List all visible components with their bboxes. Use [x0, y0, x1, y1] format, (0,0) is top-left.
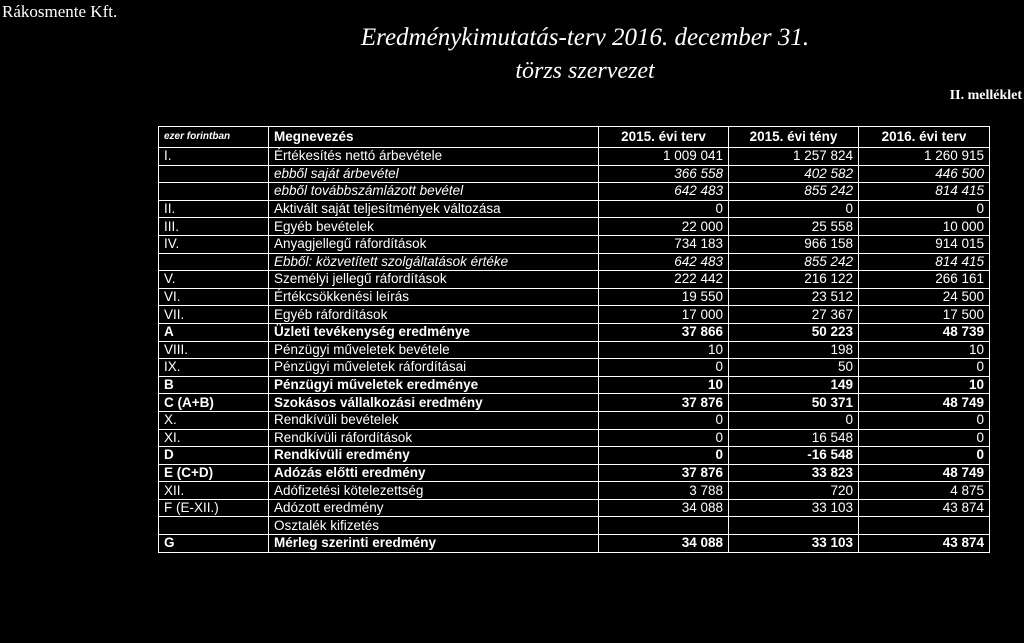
table-row: [159, 253, 990, 271]
plan-2016-cell: 0: [859, 447, 990, 465]
plan-2015-cell: 222 442: [599, 271, 729, 289]
actual-2015-cell: 33 103: [729, 499, 859, 517]
actual-2015-cell: [729, 517, 859, 535]
plan-2016-cell: 814 415: [859, 253, 990, 271]
plan-2016-cell: 4 875: [859, 482, 990, 500]
row-name-cell: Osztalék kifizetés: [269, 517, 599, 535]
row-code-cell: [159, 517, 269, 535]
plan-2015-cell: 0: [599, 411, 729, 429]
table-row: [159, 148, 990, 166]
actual-2015-cell: 50 223: [729, 323, 859, 341]
actual-2015-cell: 855 242: [729, 183, 859, 201]
row-name-cell: Pénzügyi műveletek ráfordításai: [269, 359, 599, 377]
plan-2016-cell: 814 415: [859, 183, 990, 201]
plan-2016-cell: 1 260 915: [859, 148, 990, 166]
plan-2015-cell: 17 000: [599, 306, 729, 324]
row-name-cell: ebből továbbszámlázott bevétel: [269, 183, 599, 201]
row-code-cell: VII.: [159, 306, 269, 324]
row-code-cell: F (E-XII.): [159, 499, 269, 517]
plan-2016-cell: 0: [859, 200, 990, 218]
plan-2015-cell: [599, 517, 729, 535]
table-row: [159, 306, 990, 324]
row-name-cell: Rendkívüli ráfordítások: [269, 429, 599, 447]
plan-2015-cell: 34 088: [599, 499, 729, 517]
plan-2015-cell: 642 483: [599, 183, 729, 201]
actual-2015-cell: 1 257 824: [729, 148, 859, 166]
actual-2015-cell: 198: [729, 341, 859, 359]
plan-2015-cell: 10: [599, 376, 729, 394]
table-row: [159, 200, 990, 218]
row-code-cell: X.: [159, 411, 269, 429]
plan-2015-cell: 19 550: [599, 288, 729, 306]
plan-2015-cell: 0: [599, 359, 729, 377]
table-row: [159, 429, 990, 447]
row-name-cell: Egyéb bevételek: [269, 218, 599, 236]
row-code-cell: V.: [159, 271, 269, 289]
row-name-cell: Szokásos vállalkozási eredmény: [269, 394, 599, 412]
row-name-cell: Adózás előtti eredmény: [269, 464, 599, 482]
row-code-cell: A: [159, 323, 269, 341]
table-row: [159, 535, 990, 553]
table-row: [159, 464, 990, 482]
row-name-cell: Pénzügyi műveletek eredménye: [269, 376, 599, 394]
plan-2016-cell: 0: [859, 429, 990, 447]
document-title: Eredménykimutatás-terv 2016. december 31.: [360, 24, 810, 51]
actual-2015-cell: 149: [729, 376, 859, 394]
row-code-cell: XII.: [159, 482, 269, 500]
plan-2015-cell: 734 183: [599, 235, 729, 253]
table-body: [159, 148, 990, 553]
row-name-cell: ebből saját árbevétel: [269, 165, 599, 183]
plan-2016-cell: 0: [859, 411, 990, 429]
actual-2015-cell: 27 367: [729, 306, 859, 324]
row-code-cell: [159, 253, 269, 271]
row-code-cell: [159, 165, 269, 183]
document-subtitle: törzs szervezet: [515, 58, 655, 84]
plan-2016-cell: 24 500: [859, 288, 990, 306]
table-row: [159, 165, 990, 183]
row-code-cell: IV.: [159, 235, 269, 253]
plan-2015-header: 2015. évi terv: [599, 127, 729, 148]
row-name-cell: Anyagjellegű ráfordítások: [269, 235, 599, 253]
table-row: [159, 271, 990, 289]
plan-2015-cell: 10: [599, 341, 729, 359]
plan-2016-cell: 43 874: [859, 535, 990, 553]
table-row: [159, 359, 990, 377]
row-name-cell: Adózott eredmény: [269, 499, 599, 517]
actual-2015-cell: 402 582: [729, 165, 859, 183]
row-name-cell: Rendkívüli eredmény: [269, 447, 599, 465]
table-row: [159, 376, 990, 394]
unit-header: ezer forintban: [159, 127, 269, 148]
plan-2016-cell: 10 000: [859, 218, 990, 236]
actual-2015-cell: 50: [729, 359, 859, 377]
row-code-cell: [159, 183, 269, 201]
plan-2016-cell: 48 749: [859, 394, 990, 412]
actual-2015-cell: -16 548: [729, 447, 859, 465]
row-code-cell: VI.: [159, 288, 269, 306]
table-row: [159, 517, 990, 535]
actual-2015-cell: 216 122: [729, 271, 859, 289]
name-header: Megnevezés: [269, 127, 599, 148]
actual-2015-cell: 0: [729, 411, 859, 429]
row-name-cell: Aktivált saját teljesítmények változása: [269, 200, 599, 218]
table-row: [159, 341, 990, 359]
plan-2016-cell: 0: [859, 359, 990, 377]
row-code-cell: XI.: [159, 429, 269, 447]
actual-2015-cell: 25 558: [729, 218, 859, 236]
plan-2016-cell: 446 500: [859, 165, 990, 183]
plan-2015-cell: 34 088: [599, 535, 729, 553]
row-name-cell: Értékesítés nettó árbevétele: [269, 148, 599, 166]
table-row: [159, 482, 990, 500]
actual-2015-cell: 16 548: [729, 429, 859, 447]
plan-2016-cell: 48 739: [859, 323, 990, 341]
actual-2015-cell: 33 103: [729, 535, 859, 553]
plan-2015-cell: 3 788: [599, 482, 729, 500]
table-row: [159, 394, 990, 412]
table-row: [159, 183, 990, 201]
row-code-cell: G: [159, 535, 269, 553]
row-code-cell: B: [159, 376, 269, 394]
row-code-cell: III.: [159, 218, 269, 236]
row-code-cell: VIII.: [159, 341, 269, 359]
actual-2015-cell: 0: [729, 200, 859, 218]
actual-2015-cell: 23 512: [729, 288, 859, 306]
actual-2015-cell: 720: [729, 482, 859, 500]
company-name: Rákosmente Kft.: [2, 2, 118, 21]
actual-2015-header: 2015. évi tény: [729, 127, 859, 148]
row-code-cell: E (C+D): [159, 464, 269, 482]
actual-2015-cell: 966 158: [729, 235, 859, 253]
plan-2015-cell: 0: [599, 429, 729, 447]
row-name-cell: Ebből: közvetített szolgáltatások értéke: [269, 253, 599, 271]
plan-2015-cell: 642 483: [599, 253, 729, 271]
table-row: [159, 235, 990, 253]
plan-2015-cell: 1 009 041: [599, 148, 729, 166]
table-row: [159, 323, 990, 341]
row-name-cell: Egyéb ráfordítások: [269, 306, 599, 324]
row-code-cell: C (A+B): [159, 394, 269, 412]
row-code-cell: D: [159, 447, 269, 465]
table-row: [159, 288, 990, 306]
table-row: [159, 447, 990, 465]
actual-2015-cell: 855 242: [729, 253, 859, 271]
plan-2016-cell: 48 749: [859, 464, 990, 482]
actual-2015-cell: 50 371: [729, 394, 859, 412]
row-name-cell: Rendkívüli bevételek: [269, 411, 599, 429]
plan-2016-cell: 10: [859, 341, 990, 359]
plan-2015-cell: 37 866: [599, 323, 729, 341]
row-code-cell: II.: [159, 200, 269, 218]
row-name-cell: Értékcsökkenési leírás: [269, 288, 599, 306]
table-row: [159, 499, 990, 517]
plan-2016-cell: 914 015: [859, 235, 990, 253]
plan-2015-cell: 22 000: [599, 218, 729, 236]
row-code-cell: IX.: [159, 359, 269, 377]
plan-2016-cell: 17 500: [859, 306, 990, 324]
annex-label: II. melléklet: [949, 88, 1022, 103]
plan-2015-cell: 366 558: [599, 165, 729, 183]
plan-2015-cell: 37 876: [599, 394, 729, 412]
plan-2016-header: 2016. évi terv: [859, 127, 990, 148]
table-row: [159, 411, 990, 429]
table-row: [159, 218, 990, 236]
income-statement-table: [158, 126, 990, 553]
actual-2015-cell: 33 823: [729, 464, 859, 482]
row-name-cell: Adófizetési kötelezettség: [269, 482, 599, 500]
table-header-row: [159, 127, 990, 148]
plan-2016-cell: [859, 517, 990, 535]
plan-2016-cell: 266 161: [859, 271, 990, 289]
plan-2015-cell: 0: [599, 447, 729, 465]
row-name-cell: Mérleg szerinti eredmény: [269, 535, 599, 553]
plan-2015-cell: 37 876: [599, 464, 729, 482]
plan-2015-cell: 0: [599, 200, 729, 218]
plan-2016-cell: 10: [859, 376, 990, 394]
row-code-cell: I.: [159, 148, 269, 166]
row-name-cell: Üzleti tevékenység eredménye: [269, 323, 599, 341]
row-name-cell: Személyi jellegű ráfordítások: [269, 271, 599, 289]
plan-2016-cell: 43 874: [859, 499, 990, 517]
row-name-cell: Pénzügyi műveletek bevétele: [269, 341, 599, 359]
